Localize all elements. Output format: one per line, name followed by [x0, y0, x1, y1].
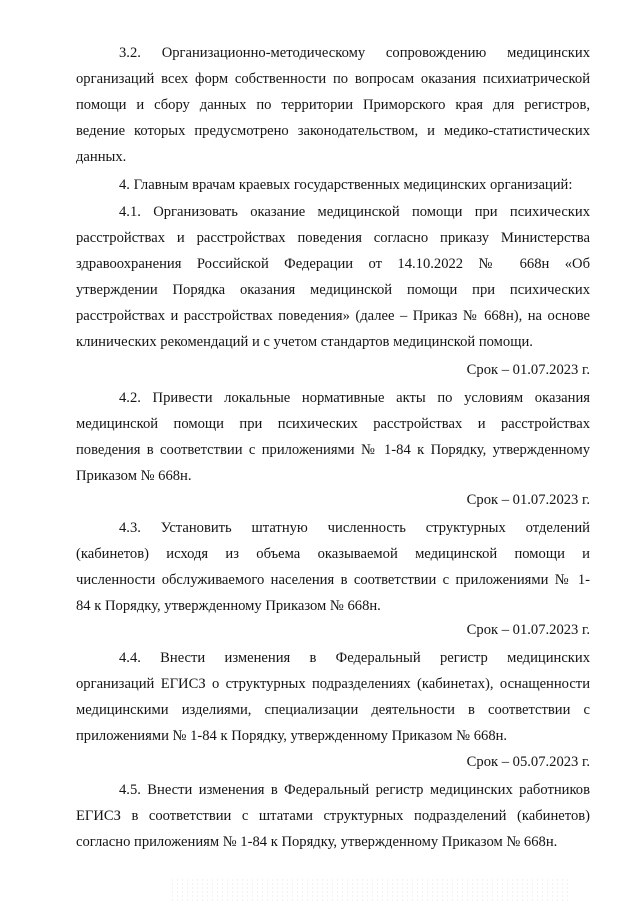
- deadline-line: Срок – 01.07.2023 г.: [466, 362, 590, 378]
- text-line: 4.3. Установить штатную численность структурных отделений: [119, 520, 590, 536]
- text-line: медицинской помощи при психических расстройствах и расстройствах: [76, 416, 590, 432]
- text-line: данных.: [76, 149, 127, 165]
- text-line: (кабинетов) исходя из объема оказываемой медицинской помощи и: [76, 546, 590, 562]
- text-line: Приказом № 668н.: [76, 468, 192, 484]
- text-line: клинических рекомендаций и с учетом стандартов медицинской помощи.: [76, 334, 533, 350]
- text-line: 3.2. Организационно-методическому сопровождению медицинских: [119, 45, 590, 61]
- text-line: численности обслуживаемого населения в соответствии с приложениями № 1-: [76, 572, 590, 588]
- text-line: 4.1. Организовать оказание медицинской помощи при психических: [119, 204, 590, 220]
- deadline-line: Срок – 05.07.2023 г.: [466, 754, 590, 770]
- text-line: расстройствах и расстройствах поведения» (далее – Приказ № 668н), на основе: [76, 308, 590, 324]
- text-line: приложениями № 1-84 к Порядку, утвержденному Приказом № 668н.: [76, 728, 508, 744]
- text-line: 4.4. Внести изменения в Федеральный регистр медицинских: [119, 650, 590, 666]
- deadline-line: Срок – 01.07.2023 г.: [466, 622, 590, 638]
- text-line: поведения в соответствии с приложениями № 1-84 к Порядку, утвержденному: [76, 442, 590, 458]
- text-line: согласно приложениям № 1-84 к Порядку, утвержденному Приказом № 668н.: [76, 834, 558, 850]
- text-line: 4. Главным врачам краевых государственных медицинских организаций:: [119, 177, 573, 193]
- text-line: организаций ЕГИСЗ о структурных подразделениях (кабинетах), оснащенности: [76, 676, 590, 692]
- text-line: организаций всех форм собственности по вопросам оказания психиатрической: [76, 71, 590, 87]
- text-line: 4.5. Внести изменения в Федеральный регистр медицинских работников: [119, 782, 590, 798]
- scan-noise: [170, 878, 570, 902]
- text-line: 84 к Порядку, утвержденному Приказом № 668н.: [76, 598, 381, 614]
- deadline-line: Срок – 01.07.2023 г.: [466, 492, 590, 508]
- text-line: ведение которых предусмотрено законодательством, и медико-статистических: [76, 123, 590, 139]
- text-line: расстройствах и расстройствах поведения согласно приказу Министерства: [76, 230, 590, 246]
- text-line: здравоохранения Российской Федерации от 14.10.2022 № 668н «Об: [76, 256, 590, 272]
- text-line: утверждении Порядка оказания медицинской помощи при психических: [76, 282, 590, 298]
- text-line: медицинскими изделиями, специализации деятельности в соответствии с: [76, 702, 590, 718]
- text-line: помощи и сбору данных по территории Приморского края для регистров,: [76, 97, 590, 113]
- text-line: ЕГИСЗ в соответствии с штатами структурных подразделений (кабинетов): [76, 808, 590, 824]
- text-line: 4.2. Привести локальные нормативные акты по условиям оказания: [119, 390, 590, 406]
